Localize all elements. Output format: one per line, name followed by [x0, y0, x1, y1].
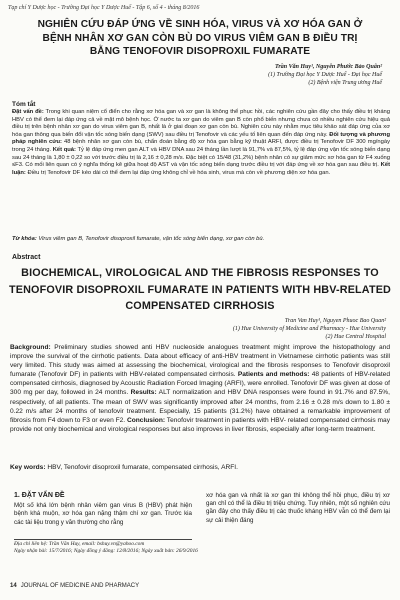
intro-paragraph-left: Một số khá lớn bệnh nhân viêm gan virus B (HBV) phát hiện bệnh khá muộn, xơ hóa gan nặng thậm chí xơ gan. Trước kia các tài liệu trong y văn thường cho rằng [14, 502, 192, 526]
dates-line: Ngày nhận bài: 15/7/2016; Ngày đồng ý đăng: 12/8/2016; Ngày xuất bản: 26/9/2016 [14, 548, 198, 554]
key-words-label: Key words: [10, 464, 46, 471]
journal-name: JOURNAL OF MEDICINE AND PHARMACY [20, 583, 140, 589]
conclusion-text-en: Tenofovir treatment in patients with HBV- related compensated cirrhosis may provide not only biochemical and virological responses but also improves in liver fibrosis, especially after long-term treatment. [10, 416, 391, 433]
english-author-names: Tran Van Huy¹, Nguyen Phuoc Bao Quan² [284, 318, 386, 324]
methods-label: Đối tượng và phương pháp nghiên cứu: [12, 131, 390, 146]
english-keywords [10, 464, 390, 473]
english-abstract [10, 343, 390, 434]
methods-text: 48 bệnh nhân xơ gan còn bù, chẩn đoán bằng độ xơ hóa gan bằng kỹ thuật ARFI, được điều trị Tenofovir DF 300 mg/ngày trong 24 tháng. [12, 139, 390, 153]
conclusion-label: Kết luận: [12, 162, 390, 176]
english-title: BIOCHEMICAL, VIROLOGICAL AND THE FIBROSIS RESPONSES TO TENOFOVIR DISOPROXIL FUMARATE IN PATIENTS WITH HBV-RELATED COMPENSATED CIRRHOSIS [9, 267, 391, 312]
vietnamese-author-block [268, 64, 382, 87]
results-text-en: ALT normalization and HBV DNA responses were found in 91.7% and 87.5%, respectively, of all patients. The mean of SWV was significantly improved after 24 months, from 2.16 ± 0.28 m/s down to 1.80 ± 0.22 m/s after 24 months of tenofovir treatment. Especially, 15 patients (31.2%) have obtained a remarkable improvement of fibrosis from F4 down to F3 or even F2. [10, 389, 390, 424]
vietnamese-abstract [12, 109, 390, 177]
contact-line: Địa chỉ liên hệ: Trần Văn Huy, email: bshuy.vn@yahoo.com [14, 541, 145, 547]
footnote-divider [14, 539, 192, 540]
english-abstract-heading: Abstract [12, 254, 41, 261]
summary-heading: Tóm tắt [12, 101, 36, 108]
keywords-label: Từ khóa: [12, 236, 37, 242]
intro-right-column [206, 492, 390, 525]
keywords-text: Virus viêm gan B, Tenofovir disoproxil fumarate, vận tốc sóng biến dạng, xơ gan còn bù. [36, 236, 265, 242]
objective-label: Đặt vấn đề: [12, 109, 44, 115]
patients-methods-text: 48 patients of HBV-related compensated cirrhosis, diagnosed by Acoustic Radiation Forced Imaging (ARFI), were enrolled. Tenofovir DF was given at dose of 300 mg per day, followed in 24 months. [10, 371, 390, 397]
running-header: Tạp chí Y Dược học - Trường Đại học Y Dược Huế - Tập 6, số 4 - tháng 8/2016 [8, 5, 200, 11]
objective-text: Trong khi quan niệm cổ điển cho rằng xơ hóa gan và xơ gan là không thể phục hồi, các nghiên cứu gần đây cho thấy điều trị kháng HBV có thể đem lại đáp ứng cả về mặt mô bệnh học. Ở nước ta xơ gan do viêm gan B còn phổ biến nhưng chưa có nhiều nghiên cứu hiệu quả điều trị trên bệnh nhân xơ gan do virus viêm gan B, nhất là ở giai đoạn xơ gan còn bù. Nghiên cứu này nhằm mục tiêu khảo sát đáp ứng của xơ hóa gan thông qua biến đổi vận tốc sóng biến dạng (SWV) sau điều trị Tenofovir và các yếu tố liên quan đến đáp ứng này. [12, 109, 390, 138]
intro-paragraph-right: xơ hóa gan và nhất là xơ gan thì không thể hồi phục, điều trị xơ gan chỉ có thể là điều trị triệu chứng. Tuy nhiên, một số nghiên cứu gần đây cho thấy điều trị các thuốc kháng HBV vẫn có thể đem lại sự cải thiện đáng [206, 492, 390, 524]
footnote [14, 541, 214, 555]
vietnamese-keywords [12, 236, 390, 244]
background-label: Background: [10, 344, 51, 351]
intro-left-column [14, 492, 192, 527]
conclusion-label-en: Conclusion: [126, 416, 166, 424]
affiliation-2: (2) Bệnh viện Trung ương Huế [308, 79, 382, 86]
key-words-text: HBV, Tenofovir disoproxil fumarate, compensated cirrhosis, ARFI. [45, 464, 238, 471]
results-label: Kết quả: [52, 146, 76, 153]
section-heading-intro: 1. ĐẶT VẤN ĐỀ [14, 492, 65, 499]
author-names: Trần Văn Huy¹, Nguyễn Phước Bảo Quân² [274, 64, 382, 70]
english-author-block [233, 318, 386, 341]
patients-methods-label: Patients and methods: [237, 371, 310, 379]
vietnamese-title: NGHIÊN CỨU ĐÁP ỨNG VỀ SINH HÓA, VIRUS VÀ XƠ HÓA GAN Ở BỆNH NHÂN XƠ GAN CÒN BÙ DO VIRUS VIÊM GAN B ĐIỀU TRỊ BẰNG TENOFOVIR DISOPROXIL FUMARATE [37, 19, 363, 57]
affiliation-1: (1) Trường Đại học Y Dược Huế - Đại học Huế [268, 71, 382, 78]
page-footer [10, 583, 139, 589]
conclusion-text: Điều trị Tenofovir DF kéo dài có thể đem lại đáp ứng không chỉ về hóa sinh, virus mà còn về phương diện xơ hóa gan. [25, 169, 331, 176]
english-affiliation-2: (2) Hue Central Hospital [325, 333, 386, 340]
english-affiliation-1: (1) Hue University of Medicine and Pharmacy - Hue University [232, 325, 386, 332]
results-label-en: Results: [130, 389, 157, 397]
page-number: 14 [10, 583, 17, 589]
background-text: Preliminary studies showed anti HBV nucleoside analogues treatment might improve the histopathology and improve the survival of the cirrhotic patients. Data about efficacy of anti-HBV treatment in Vietnamese cirrhotic patients was still very limited. This study was aimed at assessing the biochemical, virological and the fibrosis responses to Tenofovir disoproxil fumarate (Tenofovir DF) in patients with HBV-related compensated cirrhosis. [10, 344, 390, 379]
results-text: Tỷ lệ đáp ứng men gan ALT và HBV DNA sau 24 tháng lần lượt là 91,7% và 87,5%, tỷ lệ đáp ứng vận tốc sóng biến dạng sau 24 tháng là 1,80 ± 0,22 so với trước điều trị là 2,16 ± 0,28 m/s. Đặc biệt có 15/48 (31,2%) bệnh nhân có sự giảm mức xơ hóa gan từ F4 xuống ≤F3. Có mối liên quan có ý nghĩa thống kê giữa hoạt độ AST và vận tốc sóng biến dạng trước điều trị với đáp ứng về xơ hóa gan sau điều trị. [12, 146, 390, 169]
